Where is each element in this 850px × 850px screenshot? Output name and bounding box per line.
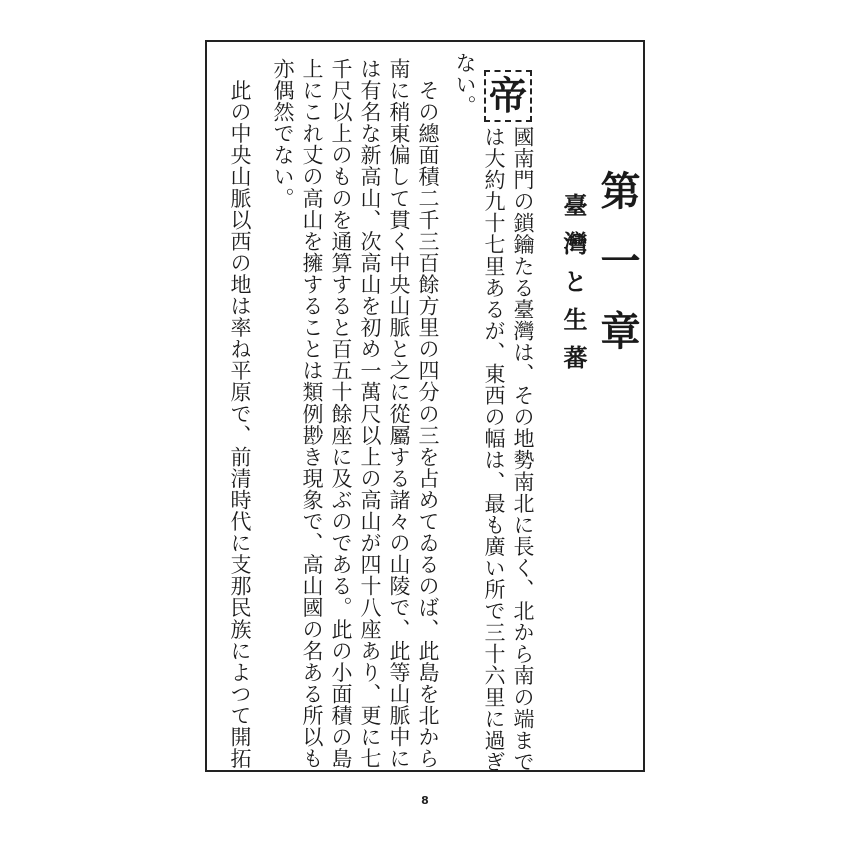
text-line: 此の中央山脈以西の地は率ね平原で、前清時代に支那民族によつて開拓: [228, 58, 252, 770]
text-line: は有名な新高山、次高山を初め一萬尺以上の高山が四十八座あり、更に七: [358, 58, 382, 770]
text-line: 千尺以上のものを通算すると百五十餘座に及ぶのである。此の小面積の島: [329, 58, 353, 770]
text-line: は大約九十七里あるが、東西の幅は、最も廣い所で三十六里に過ぎ: [482, 126, 506, 773]
chapter-title: 第一章: [594, 170, 641, 380]
chapter-subtitle: 臺灣と生蕃: [559, 193, 587, 383]
text-line: その總面積二千三百餘方里の四分の三を占めてゐるのば、此島を北から: [416, 58, 440, 770]
text-line: 南に稍東偏して貫く中央山脈と之に從屬する諸々の山陵で、此等山脈中に: [387, 58, 411, 770]
text-line: 國南門の鎖鑰たる臺灣は、その地勢南北に長く、北から南の端まで: [511, 126, 535, 773]
page-number: 8: [421, 794, 429, 807]
text-line: 亦偶然でない。: [271, 58, 295, 209]
text-line: 上にこれ丈の高山を擁することは類例尠き現象で、高山國の名ある所以も: [300, 58, 324, 770]
text-line: ない。: [453, 52, 477, 117]
drop-cap: 帝: [484, 70, 532, 122]
